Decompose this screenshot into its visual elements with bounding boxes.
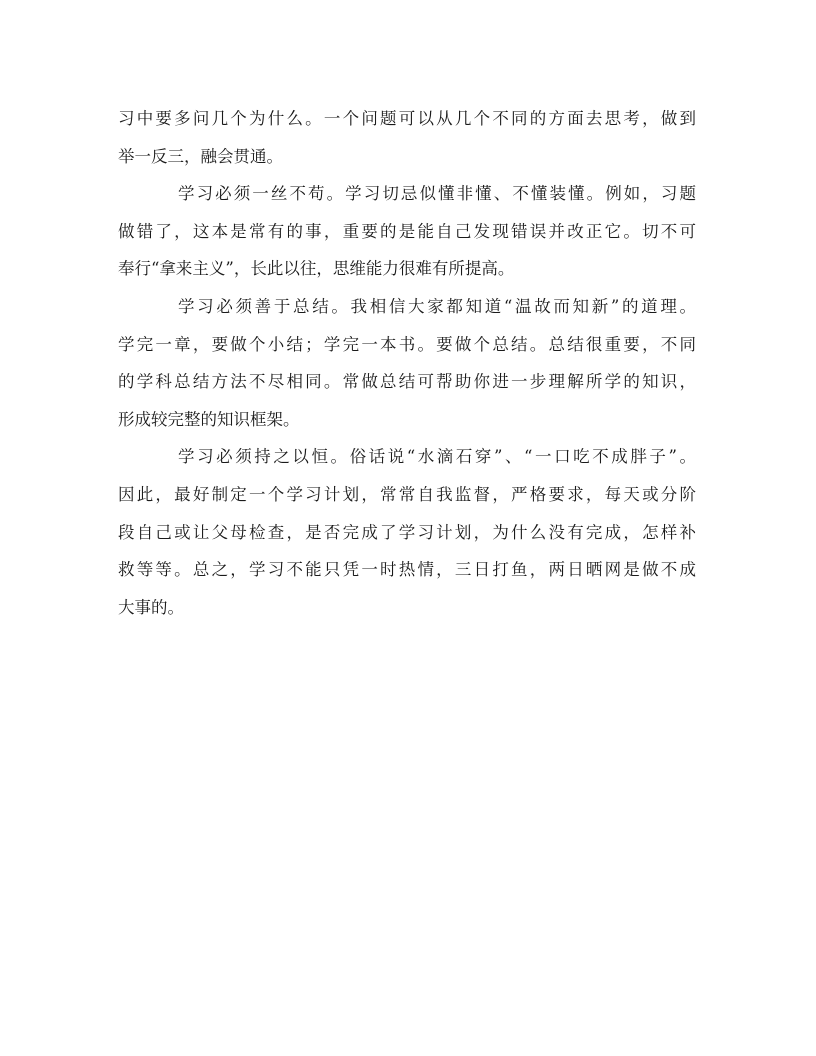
text-line: 的学科总结方法不尽相同。常做总结可帮助你进一步理解所学的知识， xyxy=(118,372,696,392)
text-line: 学完一章，要做个小结；学完一本书。要做个总结。总结很重要，不同 xyxy=(118,334,696,354)
text-line: 学习必须善于总结。我相信大家都知道“温故而知新”的道理。 xyxy=(178,296,696,316)
text-line: 救等等。总之，学习不能只凭一时热情，三日打鱼，两日晒网是做不成 xyxy=(118,560,696,580)
text-line: 做错了，这本是常有的事，重要的是能自己发现错误并改正它。切不可 xyxy=(118,221,696,241)
text-line: 大事的。 xyxy=(118,597,184,617)
text-line: 学习必须持之以恒。俗话说“水滴石穿”、“一口吃不成胖子”。 xyxy=(178,447,696,467)
text-line: 因此，最好制定一个学习计划，常常自我监督，严格要求，每天或分阶 xyxy=(118,484,696,504)
text-line: 段自己或让父母检查，是否完成了学习计划，为什么没有完成，怎样补 xyxy=(118,522,696,542)
text-line: 形成较完整的知识框架。 xyxy=(118,409,300,429)
text-line: 习中要多问几个为什么。一个问题可以从几个不同的方面去思考，做到 xyxy=(118,109,696,128)
text-line: 奉行“拿来主义”，长此以往，思维能力很难有所提高。 xyxy=(118,259,515,279)
text-line: 学习必须一丝不苟。学习切忌似懂非懂、不懂装懂。例如，习题 xyxy=(178,184,696,204)
text-line: 举一反三，融会贯通。 xyxy=(118,146,283,166)
document-body xyxy=(118,100,696,626)
